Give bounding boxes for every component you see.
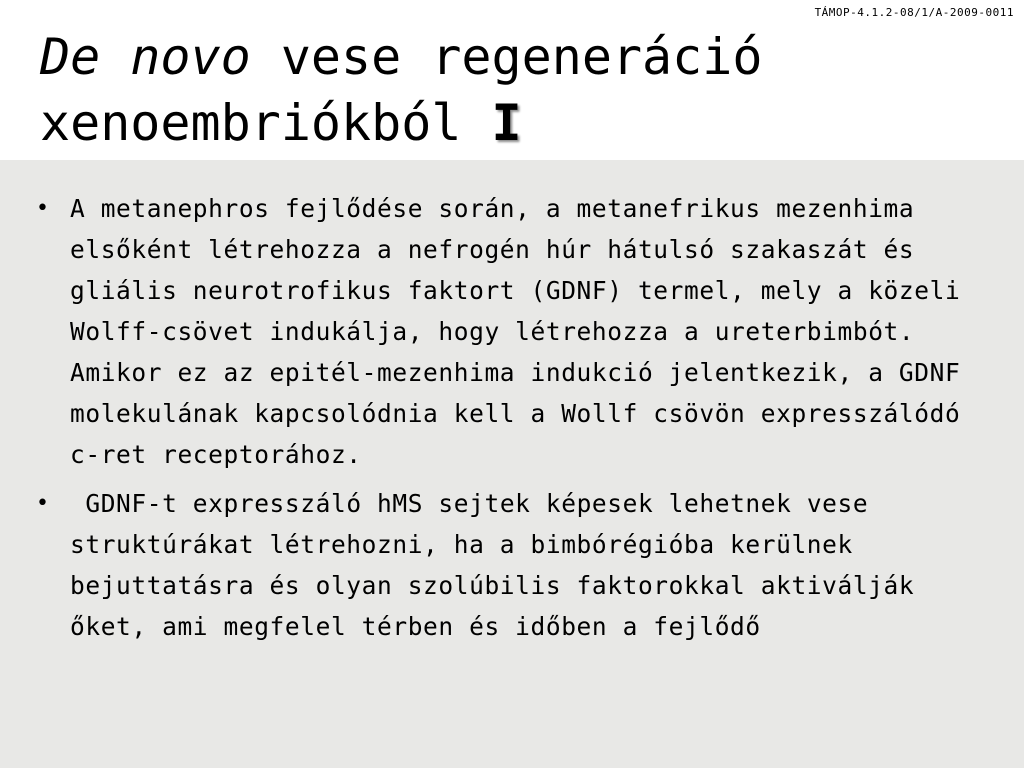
bullet-icon: • bbox=[36, 491, 50, 516]
bullet-item bbox=[36, 483, 996, 647]
title-line2-text: xenoembriókból bbox=[40, 94, 492, 152]
bullet-item bbox=[36, 188, 996, 475]
content-area bbox=[0, 160, 1024, 768]
title-italic-text: De novo bbox=[40, 28, 251, 86]
title-line-2 bbox=[40, 90, 1000, 156]
title-roman-numeral: I bbox=[491, 94, 522, 152]
bullet-list bbox=[36, 188, 996, 655]
project-code: TÁMOP-4.1.2-08/1/A-2009-0011 bbox=[814, 6, 1014, 19]
slide-title bbox=[40, 24, 1000, 156]
title-line1-rest: vese regeneráció bbox=[250, 28, 763, 86]
bullet-text: GDNF-t expresszáló hMS sejtek képesek lehetnek vese struktúrákat létrehozni, ha a bimbórégióba kerülnek bejuttatásra és olyan szolúbilis faktorokkal aktiválják őket, ami megfelel térben és időben a fejlődő bbox=[70, 489, 930, 641]
bullet-text: A metanephros fejlődése során, a metanefrikus mezenhima elsőként létrehozza a nefrogén húr hátulsó szakaszát és gliális neurotrofikus faktort (GDNF) termel, mely a közeli Wolff-csövet indukálja, hogy létrehozza a ureterbimbót. Amikor ez az epitél-mezenhima indukció jelentkezik, a GDNF molekulának kapcsolódnia kell a Wollf csövön expresszálódó c-ret receptorához. bbox=[70, 194, 992, 469]
title-line-1 bbox=[40, 24, 1000, 90]
bullet-icon: • bbox=[36, 196, 50, 221]
